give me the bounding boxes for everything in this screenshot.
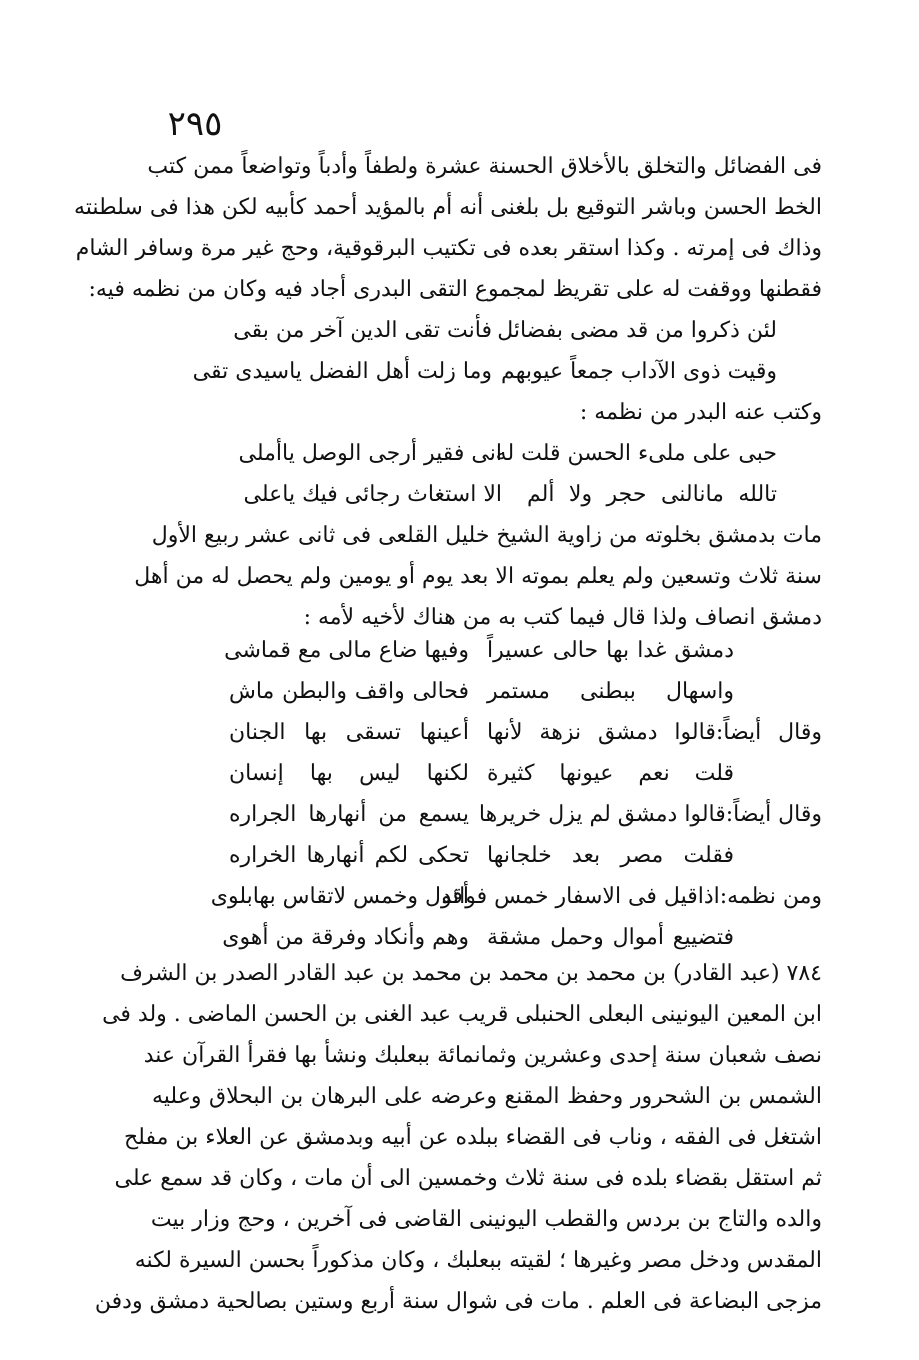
verse-first-hemistich: وقيت ذوى الآداب جمعاً عيوبهم <box>501 359 777 384</box>
text-line: مزجى البضاعة فى العلم . مات فى شوال سنة أربع وستين بصالحية دمشق ودفن <box>94 1289 822 1314</box>
verse-first-hemistich: دمشق غدا بها حالى عسيراً <box>487 638 734 663</box>
text-line: اشتغل فى الفقه ، وناب فى القضاء ببلده عن أبيه وبدمشق عن العلاء بن مفلح <box>123 1125 822 1150</box>
text-line: الخط الحسن وباشر التوقيع بل بلغنى أنه أم بالمؤيد أحمد كأبيه لكن هذا فى سلطنته <box>74 195 822 220</box>
verse-second-hemistich: يسمع من أنهارها الجراره <box>229 802 469 827</box>
text-line: فقطنها ووقفت له على تقريظ لمجموع التقى البدرى أجاد فيه وكان من نظمه فيه: <box>88 277 822 302</box>
text-line: والده والتاج بن بردس والقطب اليونينى القاضى فى آخرين ، وحج وزار بيت <box>150 1207 822 1232</box>
verse-first-hemistich: اذاقيل فى الاسفار خمس فوائد <box>441 884 720 909</box>
verse-lead-and-first-hemistich <box>487 712 822 753</box>
verse-second-hemistich: وهم وأنكاد وفرقة من أهوى <box>222 925 469 950</box>
text-line: مات بدمشق بخلوته من زاوية الشيخ خليل القلعى فى ثانى عشر ربيع الأول <box>151 523 822 548</box>
verse <box>152 671 822 712</box>
page-number: ٢٩٥ <box>167 104 223 144</box>
verse <box>152 794 822 835</box>
text-line: المقدس ودخل مصر وغيرها ؛ لقيته ببعلبك ، وكان مذكوراً بحسن السيرة لكنه <box>134 1248 822 1273</box>
intro-paragraph <box>74 146 822 310</box>
verse-second-hemistich: وما زلت أهل الفضل ياسيدى تقى <box>192 359 492 384</box>
verse-first-hemistich: تالله مانالنى حجر ولا ألم <box>527 482 777 507</box>
text-line: سنة ثلاث وتسعين ولم يعلم بموته الا بعد يوم أو يومين ولم يحصل له من أهل <box>134 564 822 589</box>
verse-lead: وقال أيضاً: <box>725 802 822 827</box>
verse-second-hemistich: لكنها ليس بها إنسان <box>229 761 469 786</box>
verse-lead-and-first-hemistich <box>441 876 822 917</box>
verse-second-hemistich: انى فقير أرجى الوصل ياأملى <box>238 441 502 466</box>
middle-paragraph <box>134 515 822 638</box>
text-line: دمشق انصاف ولذا قال فيما كتب به من هناك لأخيه لأمه : <box>303 605 822 630</box>
verse <box>152 433 822 474</box>
poem-2 <box>152 433 822 515</box>
poem-3 <box>152 630 822 958</box>
entry-heading-line: ٧٨٤ (عبد القادر) بن محمد بن محمد بن محمد بن عبد القادر الصدر بن الشرف <box>120 961 822 986</box>
verse-first-hemistich: قالوا دمشق نزهة لأنها <box>487 720 716 745</box>
text-line: وكتب عنه البدر من نظمه : <box>579 400 822 425</box>
verse-second-hemistich: تحكى لكم أنهارها الخراره <box>229 843 469 868</box>
poem-2-intro <box>152 392 822 433</box>
verse <box>152 753 822 794</box>
verse <box>152 351 822 392</box>
verse-first-hemistich: واسهال ببطنى مستمر <box>487 679 734 704</box>
verse-second-hemistich: فأنت تقى الدين آخر من بقى <box>233 318 492 343</box>
verse-first-hemistich: لئن ذكروا من قد مضى بفضائل <box>497 318 777 343</box>
verse-first-hemistich: فتضييع أموال وحمل مشقة <box>487 925 734 950</box>
verse <box>152 474 822 515</box>
verse <box>152 917 822 958</box>
verse-first-hemistich: حبى على ملىء الحسن قلت له <box>495 441 777 466</box>
verse <box>152 712 822 753</box>
verse <box>152 876 822 917</box>
verse-lead-and-first-hemistich <box>478 794 822 835</box>
verse-lead: ومن نظمه: <box>719 884 822 909</box>
text-line: ابن المعين اليونينى البعلى الحنبلى قريب عبد الغنى بن الحسن الماضى . ولد فى <box>102 1002 822 1027</box>
text-line: وذاك فى إمرته . وكذا استقر بعده فى تكتيب البرقوقية، وحج غير مرة وسافر الشام <box>75 236 822 261</box>
text-line: ثم استقل بقضاء بلده فى سنة ثلاث وخمسين الى أن مات ، وكان قد سمع على <box>114 1166 822 1191</box>
verse-second-hemistich: فحالى واقف والبطن ماش <box>229 679 469 704</box>
verse-second-hemistich: أعينها تسقى بها الجنان <box>229 720 469 745</box>
text-line: فى الفضائل والتخلق بالأخلاق الحسنة عشرة ولطفاً وأدباً وتواضعاً ممن كتب <box>147 154 822 179</box>
verse-second-hemistich: الا استغاث رجائى فيك ياعلى <box>243 482 502 507</box>
text-line: الشمس بن الشحرور وحفظ المقنع وعرضه على البرهان بن البحلاق وعليه <box>152 1084 823 1109</box>
verse <box>152 630 822 671</box>
verse-first-hemistich: قالوا دمشق لم يزل خريرها <box>478 802 726 827</box>
verse-lead: وقال أيضاً: <box>715 720 823 745</box>
verse-second-hemistich: أقول وخمس لاتقاس بهابلوى <box>210 884 469 909</box>
verse-second-hemistich: وفيها ضاع مالى مع قماشى <box>224 638 469 663</box>
verse-first-hemistich: قلت نعم عيونها كثيرة <box>487 761 734 786</box>
text-line: نصف شعبان سنة إحدى وعشرين وثمانمائة ببعلبك ونشأ بها فقرأ القرآن عند <box>143 1043 822 1068</box>
entry-784 <box>94 953 823 1322</box>
verse <box>152 835 822 876</box>
verse <box>152 310 822 351</box>
verse-first-hemistich: فقلت مصر بعد خلجانها <box>487 843 734 868</box>
poem-1 <box>152 310 822 392</box>
